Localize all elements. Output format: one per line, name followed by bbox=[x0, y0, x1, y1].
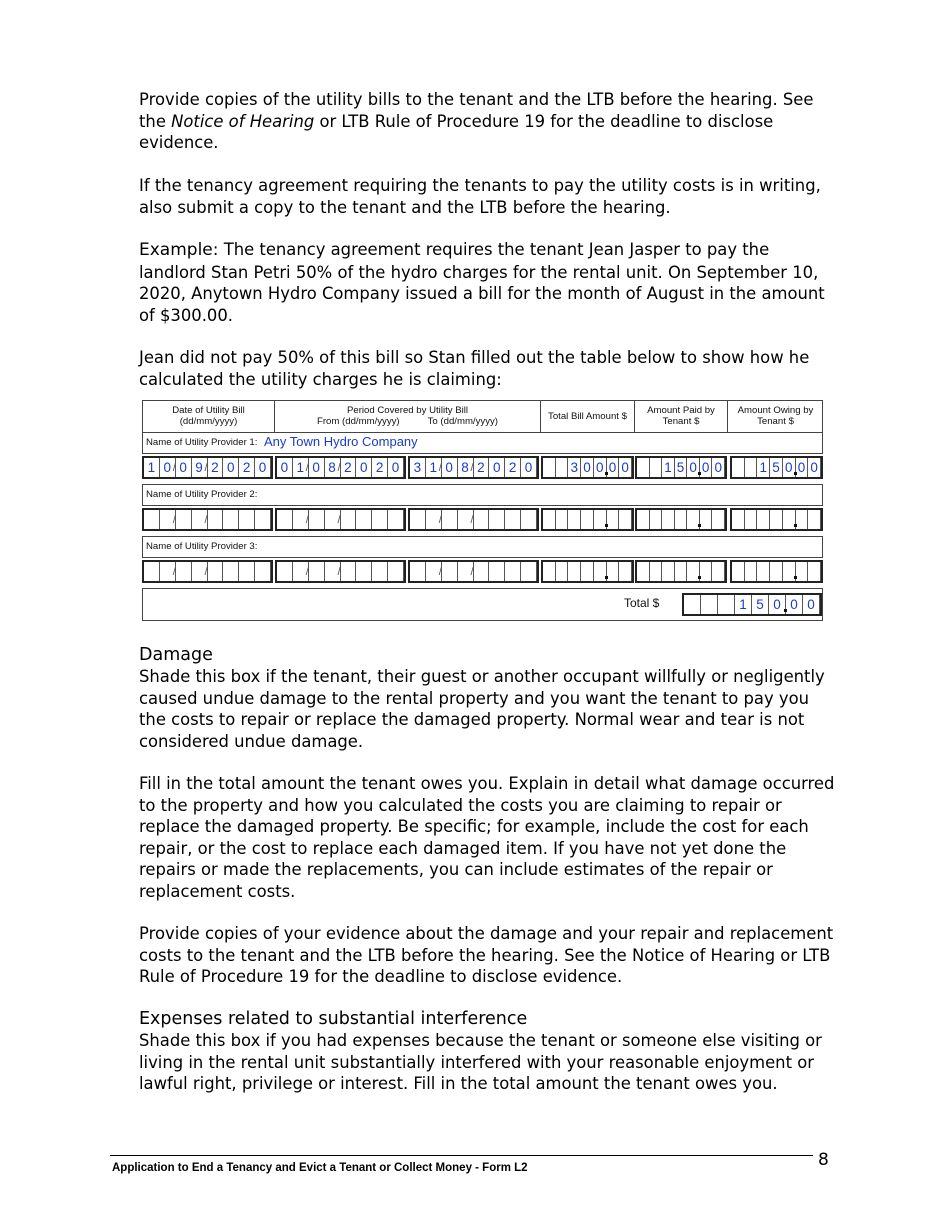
digit-cell[interactable] bbox=[309, 510, 325, 529]
digit-cell[interactable] bbox=[505, 510, 521, 529]
intro-paragraph-4: Jean did not pay 50% of this bill so Stan filled out the table below to show how he calculated the utility charges he is claiming: bbox=[139, 348, 810, 389]
decimal-point bbox=[698, 576, 701, 579]
decimal-point bbox=[605, 472, 608, 475]
digit-cell[interactable] bbox=[208, 562, 224, 581]
date-slash: / bbox=[204, 514, 208, 526]
digit-cell[interactable]: 0 bbox=[687, 458, 700, 477]
date-slash: / bbox=[204, 566, 208, 578]
header-total-bill-label: Total Bill Amount $ bbox=[548, 411, 627, 422]
digit-cell[interactable] bbox=[568, 510, 581, 529]
digit-cell[interactable] bbox=[356, 562, 372, 581]
digit-group-bill-date[interactable] bbox=[142, 560, 273, 583]
digit-cell[interactable] bbox=[732, 562, 745, 581]
decimal-point bbox=[784, 609, 787, 612]
digit-cell[interactable]: 5 bbox=[770, 458, 783, 477]
provider-1-label: Name of Utility Provider 1: bbox=[146, 437, 258, 448]
digit-cell[interactable]: 1 bbox=[144, 458, 160, 477]
digit-cell[interactable]: 2 bbox=[208, 458, 224, 477]
digit-cell[interactable] bbox=[650, 510, 663, 529]
digit-cell[interactable]: 0 bbox=[356, 458, 372, 477]
date-slash: / bbox=[438, 514, 442, 526]
digit-cell[interactable] bbox=[255, 562, 271, 581]
digit-cell[interactable]: 0 bbox=[442, 458, 458, 477]
digit-group-total-bill[interactable] bbox=[541, 508, 634, 531]
digit-cell[interactable] bbox=[770, 510, 783, 529]
notice-of-hearing-emphasis: Notice of Hearing bbox=[171, 111, 315, 131]
digit-cell[interactable]: 0 bbox=[808, 458, 821, 477]
digit-cell[interactable] bbox=[732, 510, 745, 529]
digit-cell[interactable]: 0 bbox=[607, 458, 620, 477]
digit-cell[interactable] bbox=[808, 562, 821, 581]
digit-cell[interactable] bbox=[474, 562, 490, 581]
digit-cell[interactable]: 0 bbox=[786, 595, 803, 614]
header-date-label: Date of Utility Bill (dd/mm/yyyy) bbox=[172, 405, 245, 427]
damage-heading: Damage bbox=[139, 645, 213, 665]
digit-cell[interactable]: 0 bbox=[388, 458, 404, 477]
digit-cell[interactable]: 0 bbox=[277, 458, 293, 477]
digit-group-total-bill[interactable] bbox=[541, 456, 634, 479]
example-text: The tenancy agreement requires the tenant Jean Jasper to pay the landlord Stan Petri 50% of the hydro charges for the rental unit. On September 10, 2020, Anytown Hydro Company issued a bill for the month of August in the amount of $300.00. bbox=[139, 240, 825, 325]
digit-cell[interactable] bbox=[675, 562, 688, 581]
digit-cell[interactable] bbox=[223, 510, 239, 529]
digit-cell[interactable]: 1 bbox=[757, 458, 770, 477]
digit-cell[interactable]: 0 bbox=[712, 458, 725, 477]
decimal-point bbox=[794, 524, 797, 527]
date-slash: / bbox=[470, 462, 474, 474]
digit-cell[interactable] bbox=[239, 562, 255, 581]
decimal-point bbox=[698, 524, 701, 527]
digit-cell[interactable] bbox=[745, 562, 758, 581]
digit-cell[interactable] bbox=[796, 510, 809, 529]
expenses-heading: Expenses related to substantial interference bbox=[139, 1009, 528, 1029]
digit-cell[interactable] bbox=[543, 562, 556, 581]
digit-cell[interactable]: 0 bbox=[160, 458, 176, 477]
digit-cell[interactable] bbox=[732, 458, 745, 477]
digit-cell[interactable]: 0 bbox=[769, 595, 786, 614]
digit-group-owing[interactable] bbox=[730, 560, 823, 583]
digit-cell[interactable] bbox=[581, 562, 594, 581]
date-slash: / bbox=[305, 462, 309, 474]
digit-group-to-date[interactable] bbox=[408, 456, 539, 479]
digit-group-paid[interactable] bbox=[635, 560, 727, 583]
digit-cell[interactable] bbox=[581, 510, 594, 529]
digit-cell[interactable]: 9 bbox=[192, 458, 208, 477]
digit-cell[interactable] bbox=[543, 510, 556, 529]
digit-group-owing[interactable] bbox=[730, 456, 823, 479]
digit-cell[interactable] bbox=[675, 510, 688, 529]
digit-cell[interactable] bbox=[745, 458, 758, 477]
digit-cell[interactable] bbox=[410, 562, 426, 581]
digit-cell[interactable] bbox=[372, 562, 388, 581]
intro-text-b: or LTB Rule of Procedure 19 for the deadline to disclose evidence. bbox=[139, 111, 774, 153]
digit-cell[interactable] bbox=[388, 510, 404, 529]
date-slash: / bbox=[172, 514, 176, 526]
digit-cell[interactable] bbox=[223, 562, 239, 581]
digit-cell[interactable]: 0 bbox=[581, 458, 594, 477]
date-slash: / bbox=[470, 566, 474, 578]
digit-cell[interactable]: 0 bbox=[255, 458, 271, 477]
digit-cell[interactable]: 2 bbox=[341, 458, 357, 477]
digit-cell[interactable]: 0 bbox=[309, 458, 325, 477]
digit-cell[interactable] bbox=[341, 562, 357, 581]
digit-cell[interactable] bbox=[637, 458, 650, 477]
provider-1-name: Any Town Hydro Company bbox=[264, 434, 418, 449]
digit-cell[interactable] bbox=[410, 510, 426, 529]
digit-cell[interactable] bbox=[556, 562, 569, 581]
digit-cell[interactable] bbox=[372, 510, 388, 529]
digit-cell[interactable]: 1 bbox=[662, 458, 675, 477]
digit-cell[interactable]: 0 bbox=[796, 458, 809, 477]
digit-group-bill-date[interactable] bbox=[142, 508, 273, 531]
date-slash: / bbox=[438, 566, 442, 578]
digit-cell[interactable]: 1 bbox=[426, 458, 442, 477]
digit-cell[interactable] bbox=[637, 510, 650, 529]
digit-cell[interactable] bbox=[607, 510, 620, 529]
digit-group-bill-date[interactable] bbox=[142, 456, 273, 479]
date-slash: / bbox=[337, 514, 341, 526]
digit-cell[interactable]: 5 bbox=[675, 458, 688, 477]
digit-cell[interactable] bbox=[637, 562, 650, 581]
digit-cell[interactable]: 1 bbox=[293, 458, 309, 477]
intro-text-a: Provide copies of the utility bills to the tenant and the LTB before the hearing. See the bbox=[139, 90, 814, 131]
digit-cell[interactable] bbox=[662, 510, 675, 529]
digit-cell[interactable]: 0 bbox=[223, 458, 239, 477]
digit-cell[interactable] bbox=[619, 510, 632, 529]
digit-cell[interactable]: 0 bbox=[176, 458, 192, 477]
digit-cell[interactable] bbox=[543, 458, 556, 477]
digit-cell[interactable] bbox=[144, 562, 160, 581]
damage-paragraph-2: Fill in the total amount the tenant owes you. Explain in detail what damage occurred to the property and how you calculated the costs you are claiming to repair or replace the damaged property. Be specific; for example, include the cost for each repair, or the cost to replace each damaged item. If you have not yet done the repairs or made the replacements, you can include estimates of the repair or replacement costs. bbox=[139, 774, 835, 901]
example-lead: Example: bbox=[139, 240, 219, 260]
digit-cell[interactable] bbox=[239, 510, 255, 529]
decimal-point bbox=[605, 576, 608, 579]
digit-cell[interactable] bbox=[745, 510, 758, 529]
digit-cell[interactable] bbox=[489, 510, 505, 529]
date-slash: / bbox=[337, 566, 341, 578]
provider-2-label: Name of Utility Provider 2: bbox=[146, 489, 258, 500]
digit-cell[interactable] bbox=[521, 510, 537, 529]
digit-cell[interactable] bbox=[757, 562, 770, 581]
digit-cell[interactable]: 5 bbox=[752, 595, 769, 614]
date-slash: / bbox=[305, 566, 309, 578]
digit-cell[interactable] bbox=[556, 458, 569, 477]
digit-cell[interactable] bbox=[607, 562, 620, 581]
intro-paragraph-1 bbox=[139, 89, 839, 154]
date-slash: / bbox=[337, 462, 341, 474]
provider-3-label: Name of Utility Provider 3: bbox=[146, 541, 258, 552]
date-slash: / bbox=[204, 462, 208, 474]
date-slash: / bbox=[438, 462, 442, 474]
header-period-label: Period Covered by Utility Bill From (dd/mm/yyyy) To (dd/mm/yyyy) bbox=[317, 405, 498, 427]
digit-cell[interactable] bbox=[341, 510, 357, 529]
decimal-point bbox=[794, 472, 797, 475]
date-slash: / bbox=[172, 566, 176, 578]
digit-cell[interactable]: 3 bbox=[568, 458, 581, 477]
date-slash: / bbox=[470, 514, 474, 526]
digit-cell[interactable]: 0 bbox=[521, 458, 537, 477]
example-paragraph bbox=[139, 239, 839, 326]
digit-cell[interactable]: 0 bbox=[594, 458, 607, 477]
intro-paragraph-2: If the tenancy agreement requiring the tenants to pay the utility costs is in writing, also submit a copy to the tenant and the LTB before the hearing. bbox=[139, 176, 821, 217]
digit-cell[interactable] bbox=[700, 510, 713, 529]
digit-cell[interactable] bbox=[309, 562, 325, 581]
digit-cell[interactable] bbox=[277, 562, 293, 581]
digit-group-to-date[interactable] bbox=[408, 508, 539, 531]
date-slash: / bbox=[305, 514, 309, 526]
digit-cell[interactable] bbox=[474, 510, 490, 529]
digit-cell[interactable] bbox=[255, 510, 271, 529]
digit-group-from-date[interactable] bbox=[275, 508, 406, 531]
digit-group-total[interactable] bbox=[682, 593, 822, 616]
digit-cell[interactable]: 2 bbox=[505, 458, 521, 477]
digit-cell[interactable]: 0 bbox=[700, 458, 713, 477]
digit-group-owing[interactable] bbox=[730, 508, 823, 531]
digit-group-from-date[interactable] bbox=[275, 560, 406, 583]
digit-cell[interactable] bbox=[701, 595, 718, 614]
page-number: 8 bbox=[818, 1150, 829, 1170]
digit-cell[interactable]: 2 bbox=[474, 458, 490, 477]
digit-cell[interactable]: 2 bbox=[372, 458, 388, 477]
utility-bill-table bbox=[142, 400, 823, 621]
expenses-paragraph: Shade this box if you had expenses because the tenant or someone else visiting or living in the rental unit substantially interfered with your reasonable enjoyment or lawful right, privilege or interest. Fill in the total amount the tenant owes you. bbox=[139, 1031, 822, 1094]
digit-cell[interactable] bbox=[718, 595, 735, 614]
digit-cell[interactable] bbox=[650, 458, 663, 477]
digit-cell[interactable]: 0 bbox=[489, 458, 505, 477]
digit-cell[interactable] bbox=[757, 510, 770, 529]
digit-cell[interactable] bbox=[442, 510, 458, 529]
digit-group-paid[interactable] bbox=[635, 508, 727, 531]
digit-cell[interactable] bbox=[489, 562, 505, 581]
digit-cell[interactable] bbox=[176, 510, 192, 529]
digit-group-paid[interactable] bbox=[635, 456, 727, 479]
digit-cell[interactable] bbox=[700, 562, 713, 581]
digit-cell[interactable] bbox=[662, 562, 675, 581]
digit-group-total-bill[interactable] bbox=[541, 560, 634, 583]
digit-cell[interactable] bbox=[712, 562, 725, 581]
header-owing-label: Amount Owing by Tenant $ bbox=[737, 405, 814, 427]
footer-divider bbox=[110, 1155, 813, 1156]
date-slash: / bbox=[172, 462, 176, 474]
digit-cell[interactable] bbox=[712, 510, 725, 529]
digit-cell[interactable] bbox=[619, 562, 632, 581]
digit-cell[interactable]: 2 bbox=[239, 458, 255, 477]
digit-cell[interactable] bbox=[208, 510, 224, 529]
digit-cell[interactable]: 0 bbox=[803, 595, 820, 614]
digit-cell[interactable]: 1 bbox=[735, 595, 752, 614]
footer-form-title: Application to End a Tenancy and Evict a Tenant or Collect Money - Form L2 bbox=[112, 1162, 528, 1174]
digit-cell[interactable] bbox=[521, 562, 537, 581]
digit-group-from-date[interactable] bbox=[275, 456, 406, 479]
decimal-point bbox=[794, 576, 797, 579]
digit-cell[interactable] bbox=[770, 562, 783, 581]
digit-group-to-date[interactable] bbox=[408, 560, 539, 583]
digit-cell[interactable] bbox=[356, 510, 372, 529]
digit-cell[interactable] bbox=[796, 562, 809, 581]
digit-cell[interactable] bbox=[808, 510, 821, 529]
digit-cell[interactable] bbox=[176, 562, 192, 581]
digit-cell[interactable]: 8 bbox=[458, 458, 474, 477]
digit-cell[interactable]: 0 bbox=[619, 458, 632, 477]
digit-cell[interactable] bbox=[505, 562, 521, 581]
digit-cell[interactable] bbox=[277, 510, 293, 529]
digit-cell[interactable] bbox=[568, 562, 581, 581]
digit-cell[interactable] bbox=[650, 562, 663, 581]
digit-cell[interactable]: 0 bbox=[783, 458, 796, 477]
decimal-point bbox=[698, 472, 701, 475]
damage-paragraph-1: Shade this box if the tenant, their guest or another occupant willfully or negligently caused undue damage to the rental property and you want the tenant to pay you the costs to repair or replace the damaged property. Normal wear and tear is not considered undue damage. bbox=[139, 667, 825, 751]
header-paid-label: Amount Paid by Tenant $ bbox=[647, 405, 715, 427]
decimal-point bbox=[605, 524, 608, 527]
digit-cell[interactable] bbox=[556, 510, 569, 529]
digit-cell[interactable]: 8 bbox=[325, 458, 341, 477]
total-label: Total $ bbox=[624, 596, 660, 610]
digit-cell[interactable]: 3 bbox=[410, 458, 426, 477]
digit-cell[interactable] bbox=[388, 562, 404, 581]
digit-cell[interactable] bbox=[144, 510, 160, 529]
digit-cell[interactable] bbox=[684, 595, 701, 614]
damage-paragraph-3: Provide copies of your evidence about the damage and your repair and replacement costs to the tenant and the LTB before the hearing. See the Notice of Hearing or LTB Rule of Procedure 19 for the deadline to disclose evidence. bbox=[139, 924, 834, 987]
digit-cell[interactable] bbox=[442, 562, 458, 581]
